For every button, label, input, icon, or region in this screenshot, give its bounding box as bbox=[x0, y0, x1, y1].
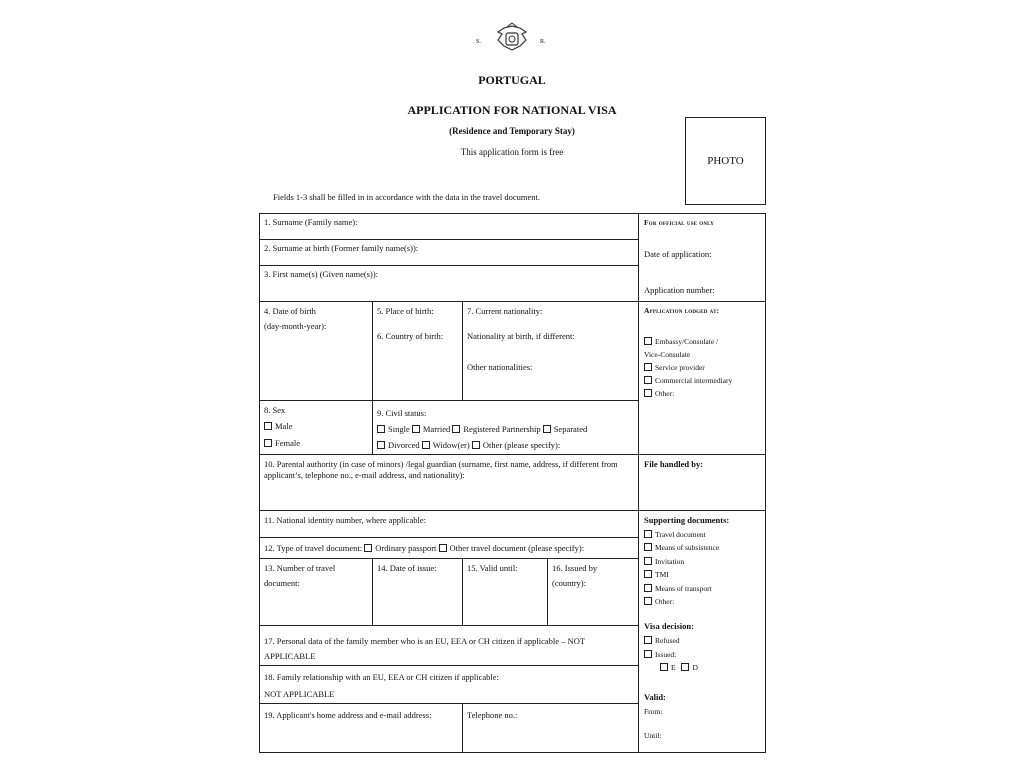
valid-from-label: From: bbox=[644, 707, 663, 716]
checkbox-icon bbox=[412, 425, 420, 433]
travel-document-number-label-2: document: bbox=[264, 578, 300, 588]
checkbox-icon bbox=[364, 544, 372, 552]
checkbox-icon bbox=[264, 439, 272, 447]
travel-document-number-field[interactable]: 13. Number of travel bbox=[264, 563, 336, 573]
checkbox-icon bbox=[644, 337, 652, 345]
civil-married-checkbox[interactable]: Married bbox=[412, 424, 450, 434]
civil-registered-checkbox[interactable]: Registered Partnership bbox=[452, 424, 540, 434]
checkbox-icon bbox=[644, 557, 652, 565]
first-name-field[interactable]: 3. First name(s) (Given name(s)): bbox=[264, 269, 379, 279]
checkbox-icon bbox=[644, 389, 652, 397]
sex-male-checkbox[interactable]: Male bbox=[264, 421, 292, 432]
checkbox-icon bbox=[644, 376, 652, 384]
sex-label: 8. Sex bbox=[264, 405, 286, 415]
country-of-birth-field[interactable]: 6. Country of birth: bbox=[377, 331, 444, 341]
lodged-service-provider-checkbox[interactable]: Service provider bbox=[644, 362, 705, 373]
date-of-birth-field[interactable]: 4. Date of birth bbox=[264, 306, 316, 316]
application-lodged-heading: Application lodged at: bbox=[644, 306, 720, 315]
checkbox-icon bbox=[644, 636, 652, 644]
civil-status-label: 9. Civil status: bbox=[377, 408, 427, 418]
issued-by-field[interactable]: 16. Issued by bbox=[552, 563, 598, 573]
civil-separated-checkbox[interactable]: Separated bbox=[543, 424, 588, 434]
sup-subsistence-checkbox[interactable]: Means of subsistence bbox=[644, 542, 719, 553]
home-address-field[interactable]: 19. Applicant's home address and e-mail address: bbox=[264, 710, 432, 720]
sup-travel-document-checkbox[interactable]: Travel document bbox=[644, 529, 706, 540]
eu-family-member-field[interactable]: 17. Personal data of the family member who is an EU, EEA or CH citizen if applicable – NOT bbox=[264, 636, 586, 646]
coat-of-arms-icon bbox=[492, 22, 532, 59]
free-note: This application form is free bbox=[460, 147, 564, 157]
checkbox-icon bbox=[452, 425, 460, 433]
checkbox-icon bbox=[543, 425, 551, 433]
checkbox-icon bbox=[681, 663, 689, 671]
vd-issued-checkbox[interactable]: Issued: bbox=[644, 649, 676, 660]
photo-box bbox=[685, 117, 766, 205]
national-id-field[interactable]: 11. National identity number, where applicable: bbox=[264, 515, 426, 525]
application-number-label: Application number: bbox=[644, 285, 715, 295]
eu-family-relationship-value: NOT APPLICABLE bbox=[264, 689, 335, 699]
valid-until-field[interactable]: 15. Valid until: bbox=[467, 563, 518, 573]
emblem-letter-left: S. bbox=[476, 39, 481, 45]
lodged-other-checkbox[interactable]: Other: bbox=[644, 388, 674, 399]
checkbox-icon bbox=[644, 597, 652, 605]
emblem-letter-right: R. bbox=[540, 39, 546, 45]
current-nationality-field[interactable]: 7. Current nationality: bbox=[467, 306, 543, 316]
eu-family-relationship-field[interactable]: 18. Family relationship with an EU, EEA or CH citizen if applicable: bbox=[264, 672, 499, 682]
file-handled-label: File handled by: bbox=[644, 459, 704, 469]
lodged-embassy-checkbox[interactable]: Embassy/Consulate / bbox=[644, 336, 718, 347]
civil-divorced-checkbox[interactable]: Divorced bbox=[377, 440, 420, 450]
checkbox-icon bbox=[422, 441, 430, 449]
vd-type-row bbox=[660, 662, 698, 673]
civil-other-checkbox[interactable]: Other (please specify): bbox=[472, 440, 560, 450]
date-of-issue-field[interactable]: 14. Date of issue: bbox=[377, 563, 437, 573]
form-title: APPLICATION FOR NATIONAL VISA bbox=[407, 103, 617, 117]
checkbox-icon bbox=[377, 425, 385, 433]
checkbox-icon bbox=[644, 543, 652, 551]
other-nationalities-field[interactable]: Other nationalities: bbox=[467, 362, 533, 372]
checkbox-icon bbox=[644, 530, 652, 538]
lodged-vice-consulate-label: Vice-Consulate bbox=[644, 350, 691, 359]
checkbox-icon bbox=[644, 650, 652, 658]
eu-family-member-value: APPLICABLE bbox=[264, 651, 316, 661]
form-subtitle: (Residence and Temporary Stay) bbox=[449, 126, 575, 136]
checkbox-icon bbox=[644, 584, 652, 592]
checkbox-icon bbox=[264, 422, 272, 430]
sup-transport-checkbox[interactable]: Means of transport bbox=[644, 583, 712, 594]
telephone-field[interactable]: Telephone no.: bbox=[467, 710, 518, 720]
checkbox-icon bbox=[644, 363, 652, 371]
checkbox-icon bbox=[660, 663, 668, 671]
date-of-birth-format: (day-month-year): bbox=[264, 321, 327, 331]
visa-decision-heading: Visa decision: bbox=[644, 621, 694, 631]
civil-widow-checkbox[interactable]: Widow(er) bbox=[422, 440, 470, 450]
civil-single-checkbox[interactable]: Single bbox=[377, 424, 410, 434]
ordinary-passport-checkbox[interactable]: Ordinary passport bbox=[364, 543, 436, 553]
country-title: PORTUGAL bbox=[478, 73, 546, 87]
parental-authority-field[interactable]: 10. Parental authority (in case of minors) /legal guardian (surname, first name, address, if different from applicant’s, telephone no., e-mail address, and nationality): bbox=[264, 459, 618, 480]
civil-status-row-2 bbox=[377, 440, 560, 451]
valid-heading: Valid: bbox=[644, 692, 666, 702]
vd-type-d-checkbox[interactable]: D bbox=[681, 663, 697, 672]
sex-female-checkbox[interactable]: Female bbox=[264, 438, 300, 449]
supporting-documents-heading: Supporting documents: bbox=[644, 515, 730, 525]
vd-refused-checkbox[interactable]: Refused bbox=[644, 635, 680, 646]
instructions: Fields 1-3 shall be filled in in accordance with the data in the travel document. bbox=[273, 192, 540, 202]
photo-label: PHOTO bbox=[707, 155, 744, 167]
valid-until-label: Until: bbox=[644, 731, 662, 740]
checkbox-icon bbox=[377, 441, 385, 449]
sup-tmi-checkbox[interactable]: TMI bbox=[644, 569, 669, 580]
other-travel-document-checkbox[interactable]: Other travel document (please specify): bbox=[439, 543, 585, 553]
official-use-heading: For official use only bbox=[644, 218, 715, 227]
sup-invitation-checkbox[interactable]: Invitation bbox=[644, 556, 684, 567]
issued-by-label-2: (country): bbox=[552, 578, 586, 588]
vd-type-e-checkbox[interactable]: E bbox=[660, 663, 676, 672]
sup-other-checkbox[interactable]: Other: bbox=[644, 596, 674, 607]
lodged-commercial-checkbox[interactable]: Commercial intermediary bbox=[644, 375, 732, 386]
date-of-application-label: Date of application: bbox=[644, 249, 712, 259]
place-of-birth-field[interactable]: 5. Place of birth: bbox=[377, 306, 434, 316]
checkbox-icon bbox=[472, 441, 480, 449]
checkbox-icon bbox=[644, 570, 652, 578]
checkbox-icon bbox=[439, 544, 447, 552]
travel-document-type-label: 12. Type of travel document: bbox=[264, 543, 363, 553]
nationality-at-birth-field[interactable]: Nationality at birth, if different: bbox=[467, 331, 575, 341]
civil-status-row-1 bbox=[377, 424, 587, 435]
surname-at-birth-field[interactable]: 2. Surname at birth (Former family name(s)): bbox=[264, 243, 419, 253]
travel-document-type-row bbox=[264, 543, 584, 554]
surname-field[interactable]: 1. Surname (Family name): bbox=[264, 217, 358, 227]
